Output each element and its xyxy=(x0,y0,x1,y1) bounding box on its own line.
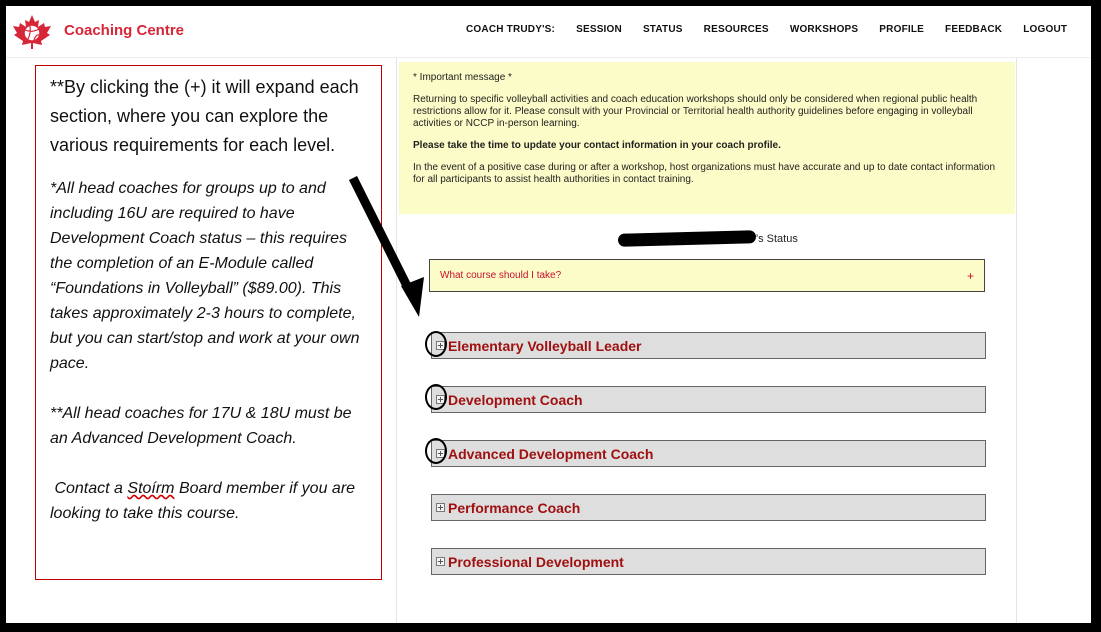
nav-session[interactable]: SESSION xyxy=(576,24,622,35)
notice-paragraph-2: Please take the time to update your contact information in your coach profile. xyxy=(413,140,781,151)
club-name: Stoírm xyxy=(127,480,175,497)
level-advanced-development-coach[interactable] xyxy=(431,440,986,467)
level-label: Professional Development xyxy=(448,553,624,570)
notice-paragraph-3: In the event of a positive case during or after a workshop, host organizations must have accurate and up to date contact information for all participants to assist health authorities in contact training. xyxy=(413,162,996,185)
contact-suffix: Board member if you are looking to take this course. xyxy=(50,480,356,522)
site-header xyxy=(6,6,1091,58)
expand-plus-icon[interactable] xyxy=(436,503,445,512)
notice-paragraph-1: Returning to specific volleyball activities and coach education workshops should only be considered when regional public health restrictions allow for it. Please consult with your Provincial or Territorial health authority guidelines before engaging in volleyball activities or NCCP in-person learning. xyxy=(413,94,978,129)
course-question-label: What course should I take? xyxy=(440,270,562,281)
level-label: Advanced Development Coach xyxy=(448,445,654,462)
maple-leaf-volleyball-logo-icon[interactable] xyxy=(12,14,52,50)
nav-workshops[interactable]: WORKSHOPS xyxy=(789,24,859,35)
level-label: Performance Coach xyxy=(448,499,581,516)
callout-note-16u: *All head coaches for groups up to and including 16U are required to have Development Coach status – this requires the completion of an E-Module called “Foundations in Volleyball” ($89.00). This takes approximately 2-3 hours to complete, but you can start/stop and work at your own pace. xyxy=(50,180,360,372)
content-divider-left xyxy=(396,58,397,632)
plus-icon[interactable]: + xyxy=(966,268,974,283)
callout-main-text: **By clicking the (+) it will expand each section, where you can explore the various requirements for each level. xyxy=(50,77,359,155)
nav-coach-name[interactable]: COACH TRUDY'S: xyxy=(466,24,556,35)
instruction-callout xyxy=(35,65,382,580)
level-development-coach[interactable] xyxy=(431,386,986,413)
nav-resources[interactable]: RESOURCES xyxy=(703,24,769,35)
level-label: Development Coach xyxy=(448,391,583,408)
nav-profile[interactable]: PROFILE xyxy=(879,24,925,35)
status-title-suffix: 's Status xyxy=(756,233,798,245)
level-elementary-volleyball-leader[interactable] xyxy=(431,332,986,359)
highlight-circle xyxy=(425,384,447,410)
contact-prefix: Contact a xyxy=(54,480,128,497)
level-performance-coach[interactable] xyxy=(431,494,986,521)
level-label: Elementary Volleyball Leader xyxy=(448,337,642,354)
highlight-circle xyxy=(425,331,447,357)
nav-status[interactable]: STATUS xyxy=(642,24,683,35)
expand-plus-icon[interactable] xyxy=(436,557,445,566)
course-question-accordion[interactable] xyxy=(429,259,985,292)
content-divider-right xyxy=(1016,58,1017,632)
notice-heading: * Important message * xyxy=(413,72,512,83)
callout-contact-note xyxy=(50,476,367,526)
brand-name[interactable]: Coaching Centre xyxy=(64,22,185,39)
main-nav xyxy=(466,24,1088,35)
important-message xyxy=(399,62,1015,214)
nav-feedback[interactable]: FEEDBACK xyxy=(945,24,1003,35)
level-professional-development[interactable] xyxy=(431,548,986,575)
nav-logout[interactable]: LOGOUT xyxy=(1023,24,1068,35)
callout-note-17u-18u: **All head coaches for 17U & 18U must be an Advanced Development Coach. xyxy=(50,405,352,447)
highlight-circle xyxy=(425,438,447,464)
